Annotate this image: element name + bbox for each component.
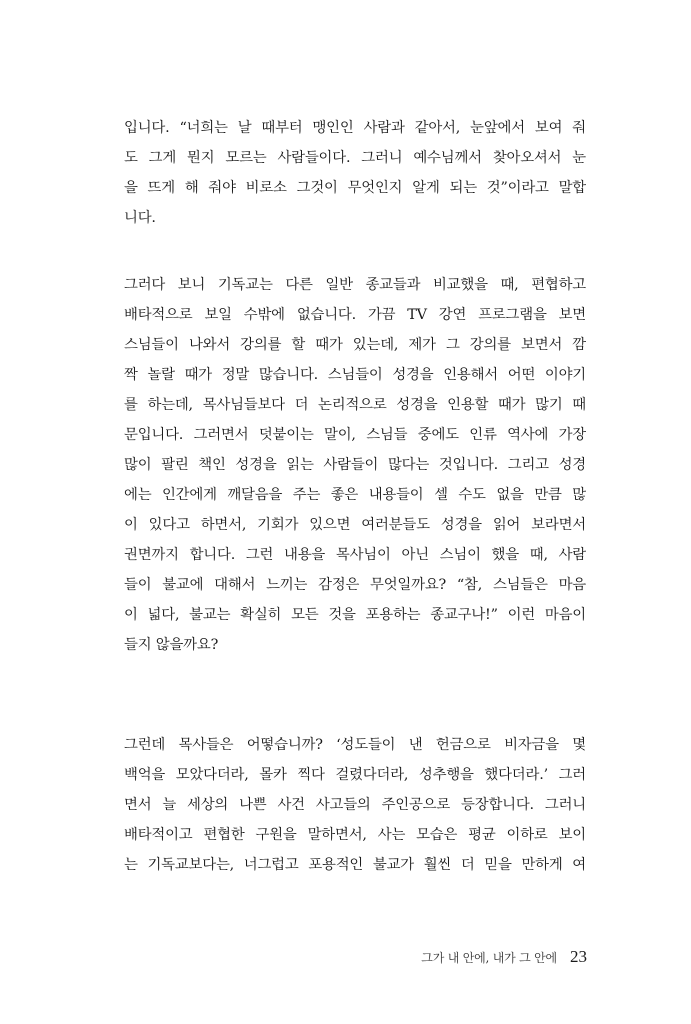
text-line: 배타적으로 보일 수밖에 없습니다. 가끔 TV 강연 프로그램을 보면: [124, 307, 586, 323]
text-line: 이 있다고 하면서, 기회가 있으면 여러분들도 성경을 읽어 보라면서: [124, 517, 586, 533]
text-line: 짝 놀랄 때가 정말 많습니다. 스님들이 성경을 인용해서 어떤 이야기: [124, 367, 586, 383]
text-line: 입니다. “너희는 날 때부터 맹인인 사람과 같아서, 눈앞에서 보여 줘: [124, 120, 586, 136]
text-line: 을 뜨게 해 줘야 비로소 그것이 무엇인지 알게 되는 것”이라고 말합: [124, 180, 586, 196]
paragraph-3: [124, 730, 586, 880]
text-line: 를 하는데, 목사님들보다 더 논리적으로 성경을 인용할 때가 많기 때: [124, 397, 586, 413]
text-line: 도 그게 뭔지 모르는 사람들이다. 그러니 예수님께서 찾아오셔서 눈: [124, 150, 586, 166]
text-line: 는 기독교보다는, 너그럽고 포용적인 불교가 훨씬 더 믿을 만하게 여: [124, 857, 586, 873]
text-line: 면서 늘 세상의 나쁜 사건 사고들의 주인공으로 등장합니다. 그러니: [124, 797, 586, 813]
text-line: 그런데 목사들은 어떻습니까? ‘성도들이 낸 헌금으로 비자금을 몇: [124, 737, 586, 753]
text-line: 이 넓다, 불교는 확실히 모든 것을 포용하는 종교구나!” 이런 마음이: [124, 607, 586, 623]
running-title: 그가 내 안에, 내가 그 안에: [421, 951, 557, 965]
text-line: 들지 않을까요?: [124, 637, 219, 653]
text-line: 그러다 보니 기독교는 다른 일반 종교들과 비교했을 때, 편협하고: [124, 277, 586, 293]
text-line: 스님들이 나와서 강의를 할 때가 있는데, 제가 그 강의를 보면서 깜: [124, 337, 586, 353]
text-line: 백억을 모았다더라, 몰카 찍다 걸렸다더라, 성추행을 했다더라.’ 그러: [124, 767, 586, 783]
text-line: 문입니다. 그러면서 덧붙이는 말이, 스님들 중에도 인류 역사에 가장: [124, 427, 586, 443]
text-line: 많이 팔린 책인 성경을 읽는 사람들이 많다는 것입니다. 그리고 성경: [124, 457, 586, 473]
text-line: 배타적이고 편협한 구원을 말하면서, 사는 모습은 평균 이하로 보이: [124, 827, 586, 843]
paragraph-1: [124, 113, 586, 233]
text-line: 들이 불교에 대해서 느끼는 감정은 무엇일까요? “참, 스님들은 마음: [124, 577, 586, 593]
text-line: 권면까지 합니다. 그런 내용을 목사님이 아닌 스님이 했을 때, 사람: [124, 547, 586, 563]
page-number: 23: [570, 947, 587, 966]
running-footer: [421, 945, 587, 969]
text-line: 니다.: [124, 210, 156, 226]
paragraph-2: [124, 270, 586, 660]
text-line: 에는 인간에게 깨달음을 주는 좋은 내용들이 셀 수도 없을 만큼 많: [124, 487, 586, 503]
